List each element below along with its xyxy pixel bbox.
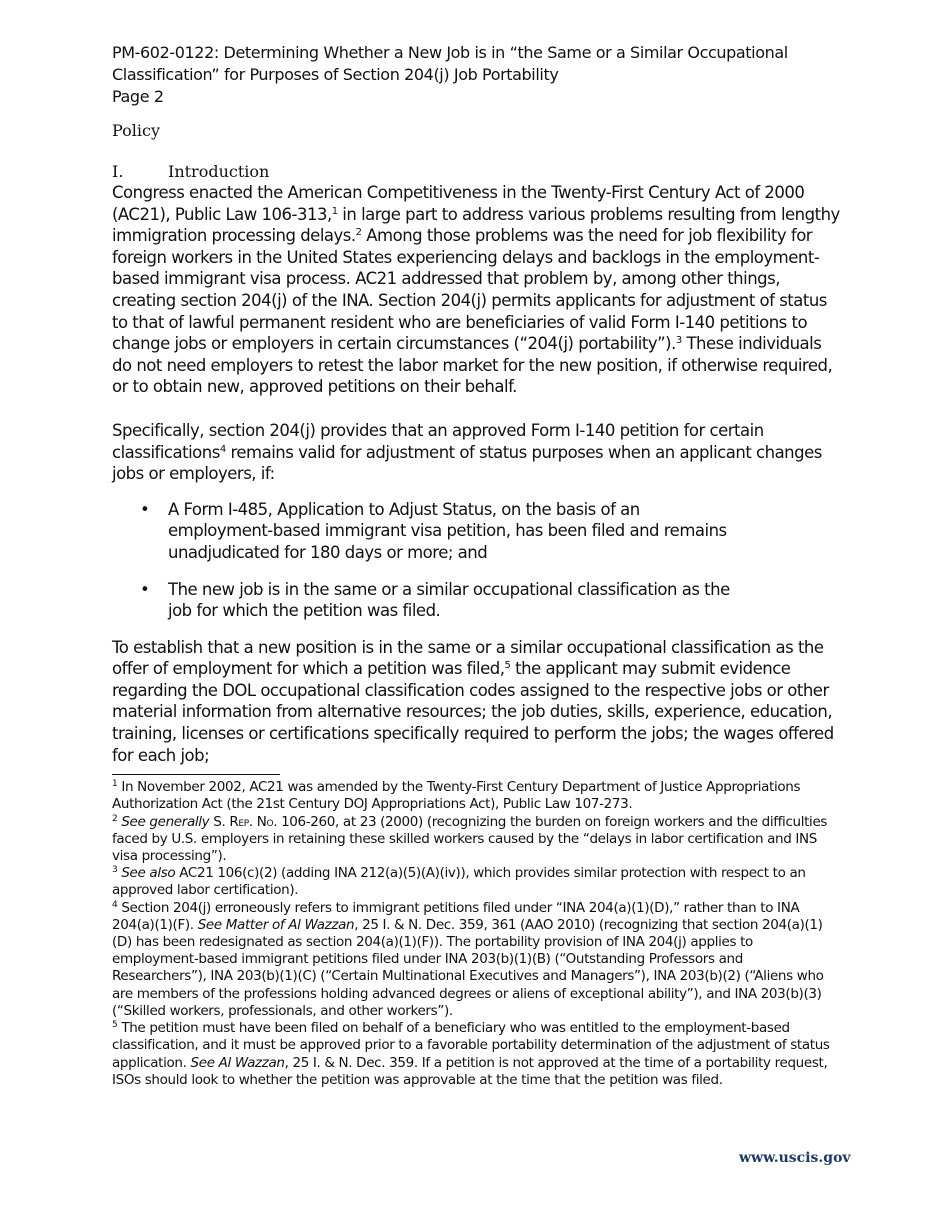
footnote-number: 4 [112,899,118,910]
paragraph-2-text-b: remains valid for adjustment of status purposes when an applicant changes jobs or employers, if: [112,442,822,484]
footnotes [112,779,840,1089]
footer-website-link[interactable]: www.uscis.gov [739,1150,851,1166]
footnote-text: , 25 I. & N. Dec. 359, 361 (AAO 2010) (recognizing that section 204(a)(1)(D) has been redesignated as section 204(a)(1)(F)). The portability provision of INA 204(j) applies to employment-based immigrant petitions filed under INA 203(b)(1)(B) (“Outstanding Professors and Researchers”), INA 203(b)(1)(C) (“Certain Multinational Executives and Managers”), INA 203(b)(2) (“Aliens who are members of the professions holding advanced degrees or aliens of exceptional ability”), and INA 203(b)(3) (“Skilled workers, professionals, and other workers”). [112,916,824,1019]
section-heading: Policy [112,121,160,140]
paragraph-1-text-a: Congress enacted the American Competitiveness in the Twenty-First Century Act of 2000 (AC21), Public Law 106-313, [112,183,805,224]
footnote-signal: See also [117,865,176,882]
footnote-ref-1: 1 [331,205,338,217]
footnote-text: No [256,813,274,830]
body-text [112,182,840,485]
footnote-5 [112,1020,840,1089]
footnote-number: 2 [112,813,118,824]
header-page-number: Page 2 [112,87,164,106]
footnote-text: Rep [229,813,249,830]
footnote-ref-3: 3 [675,335,682,347]
footnote-divider [112,774,280,775]
bullet-icon: • [140,579,150,599]
footnote-2 [112,814,840,866]
paragraph-3-text-a: To establish that a new position is in the same or a similar occupational classification as the offer of employment for which a petition was filed, [112,637,824,679]
footnote-text: AC21 106(c)(2) (adding INA 212(a)(5)(A)(iv)), which provides similar protection with respect to an approved labor certification). [112,865,806,899]
footnote-text: S. [209,813,230,830]
footnote-text: . [248,813,257,830]
footnote-text: The petition must have been filed on behalf of a beneficiary who was entitled to the employment-based classification, and it must be approved prior to a favorable portability determination of the adjustment of status application. [112,1020,830,1071]
paragraph-3 [112,637,840,767]
subsection-title: Introduction [168,162,270,181]
footnote-ref-5: 5 [504,660,511,672]
footnote-number: 1 [112,779,118,790]
footnote-signal: See generally [117,813,210,830]
list-item [112,579,840,622]
header-title-line-2: Classification” for Purposes of Section 204(j) Job Portability [112,65,559,84]
footnote-4 [112,900,840,1020]
list-item-text: The new job is in the same or a similar occupational classification as the job for which the petition was filed. [168,579,730,621]
footnote-text: In November 2002, AC21 was amended by the Twenty-First Century Department of Justice Appropriations Authorization Act (the 21st Century DOJ Appropriations Act), Public Law 107-273. [112,779,801,813]
paragraph-1-text-d: These individuals do not need employers to retest the labor market for the new position, if otherwise required, or to obtain new, approved petitions on their behalf. [112,334,833,397]
footnote-number: 3 [112,865,118,876]
footnote-text: , 25 I. & N. Dec. 359. If a petition is not approved at the time of a portability request, ISOs should look to whether the petition was approvable at the time that the petition was filed. [112,1054,828,1088]
page-header [112,42,840,108]
paragraph-3-text-b: the applicant may submit evidence regarding the DOL occupational classification codes assigned to the respective jobs or other material information from alternative resources; the job duties, skills, experience, education, training, licenses or certifications specifically required to perform the jobs; the wages offered for each job; [112,659,834,765]
footnote-ref-2: 2 [355,227,362,239]
footnote-ref-4: 4 [219,443,226,455]
bullet-icon: • [140,499,150,519]
header-title-line-1: PM-602-0122: Determining Whether a New Job is in “the Same or a Similar Occupational [112,43,788,62]
subsection-heading [112,162,840,182]
body-text-continued [112,637,840,767]
footnote-3 [112,865,840,899]
subsection-number: I. [112,162,124,181]
footnote-1 [112,779,840,813]
paragraph-2-text-a: Specifically, section 204(j) provides that an approved Form I-140 petition for certain classifications [112,420,764,462]
paragraph-2 [112,420,840,485]
paragraph-1-text-c: Among those problems was the need for job flexibility for foreign workers in the United States experiencing delays and backlogs in the employment-based immigrant visa process. AC21 addressed that problem by, among other things, creating section 204(j) of the INA. Section 204(j) permits applicants for adjustment of status to that of lawful permanent resident who are beneficiaries of valid Form I-140 petitions to change jobs or employers in certain circumstances (“204(j) portability”). [112,226,827,354]
list-item-text: A Form I-485, Application to Adjust Status, on the basis of an employment-based immigrant visa petition, has been filed and remains unadjudicated for 180 days or more; and [168,499,727,562]
list-item [112,499,840,564]
footnote-text: . 106-260, at 23 (2000) (recognizing the burden on foreign workers and the difficulties faced by U.S. employers in retaining these skilled workers caused by the “delays in labor certification and INS visa processing”). [112,813,828,865]
paragraph-1-text-b: in large part to address various problems resulting from lengthy immigration processing delays. [112,204,840,246]
conditions-list [112,499,840,622]
footnote-number: 5 [112,1020,118,1031]
footnote-case-name: See Al Wazzan [190,1054,285,1071]
paragraph-1 [112,182,840,398]
document-page [112,42,840,1089]
footnote-case-name: See Matter of Al Wazzan [197,916,355,933]
footnote-text: Section 204(j) erroneously refers to immigrant petitions filed under “INA 204(a)(1)(D),” rather than to INA 204(a)(1)(F). [112,899,800,933]
